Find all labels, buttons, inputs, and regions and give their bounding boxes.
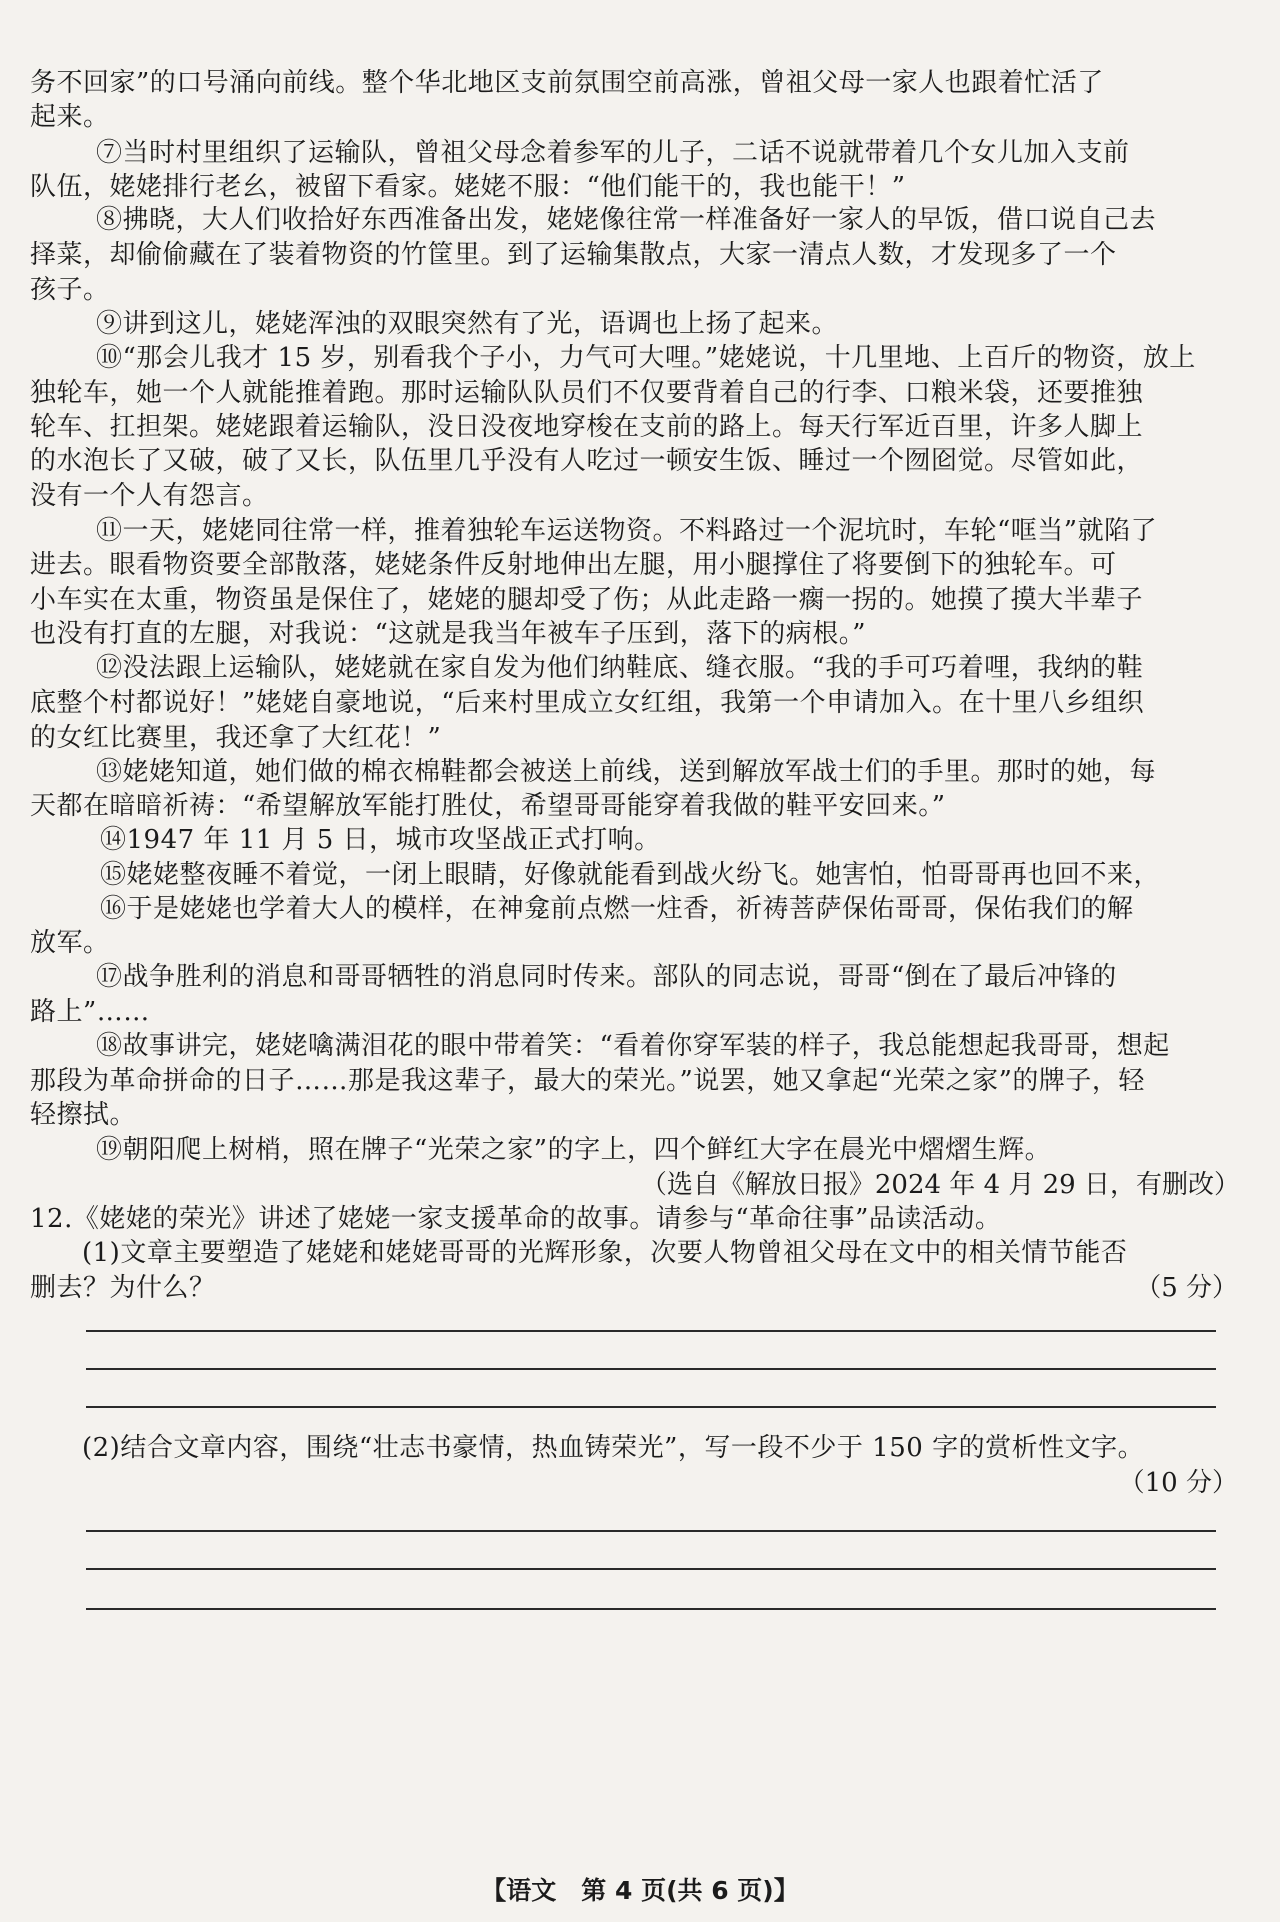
question-stem: 12.《姥姥的荣光》讲述了姥姥一家支援革命的故事。请参与“革命往事”品读活动。 xyxy=(30,1204,1002,1234)
article-line: ⑧拂晓，大人们收拾好东西准备出发，姥姥像往常一样准备好一家人的早饭，借口说自己去 xyxy=(96,205,1157,235)
answer-line-1-2[interactable] xyxy=(86,1368,1216,1370)
answer-line-2-3[interactable] xyxy=(86,1608,1216,1610)
question-1-text-cont: 删去？为什么？ xyxy=(30,1273,216,1303)
article-line: 的水泡长了又破，破了又长，队伍里几乎没有人吃过一顿安生饭、睡过一个囫囵觉。尽管如此， xyxy=(30,446,1144,476)
question-1-score: （5 分） xyxy=(1135,1273,1238,1303)
article-line: 底整个村都说好！”姥姥自豪地说，“后来村里成立女红组，我第一个申请加入。在十里八乡组织 xyxy=(30,688,1145,718)
article-line: ⑯于是姥姥也学着大人的模样，在神龛前点燃一炷香，祈祷菩萨保佑哥哥，保佑我们的解 xyxy=(100,894,1134,924)
article-line: 天都在暗暗祈祷：“希望解放军能打胜仗，希望哥哥能穿着我做的鞋平安回来。” xyxy=(30,791,946,821)
article-line: ⑮姥姥整夜睡不着觉，一闭上眼睛，好像就能看到战火纷飞。她害怕，怕哥哥再也回不来， xyxy=(100,860,1161,890)
answer-line-1-3[interactable] xyxy=(86,1406,1216,1408)
answer-line-2-2[interactable] xyxy=(86,1568,1216,1570)
article-line: 轻擦拭。 xyxy=(30,1100,137,1130)
article-line: ⑩“那会儿我才 15 岁，别看我个子小，力气可大哩。”姥姥说，十几里地、上百斤的物资，放上 xyxy=(96,343,1196,373)
article-line: 轮车、扛担架。姥姥跟着运输队，没日没夜地穿梭在支前的路上。每天行军近百里，许多人脚上 xyxy=(30,412,1144,442)
article-line: 队伍，姥姥排行老幺，被留下看家。姥姥不服：“他们能干的，我也能干！” xyxy=(30,172,906,202)
article-line: 没有一个人有怨言。 xyxy=(30,481,269,511)
article-line: 也没有打直的左腿，对我说：“这就是我当年被车子压到，落下的病根。” xyxy=(30,619,867,649)
article-line: 独轮车，她一个人就能推着跑。那时运输队队员们不仅要背着自己的行李、口粮米袋，还要推独 xyxy=(30,378,1144,408)
article-line: 进去。眼看物资要全部散落，姥姥条件反射地伸出左腿，用小腿撑住了将要倒下的独轮车。可 xyxy=(30,550,1117,580)
article-line: 孩子。 xyxy=(30,275,110,305)
article-line: ⑪一天，姥姥同往常一样，推着独轮车运送物资。不料路过一个泥坑时，车轮“哐当”就陷了 xyxy=(96,516,1158,546)
article-line: ⑰战争胜利的消息和哥哥牺牲的消息同时传来。部队的同志说，哥哥“倒在了最后冲锋的 xyxy=(96,962,1117,992)
article-line: 那段为革命拼命的日子……那是我这辈子，最大的荣光。”说罢，她又拿起“光荣之家”的牌子，轻 xyxy=(30,1066,1145,1096)
article-line: 择菜，却偷偷藏在了装着物资的竹筐里。到了运输集散点，大家一清点人数，才发现多了一个 xyxy=(30,240,1117,270)
article-line: 小车实在太重，物资虽是保住了，姥姥的腿却受了伤；从此走路一瘸一拐的。她摸了摸大半辈子 xyxy=(30,585,1144,615)
article-line: 路上”…… xyxy=(30,997,150,1027)
article-line: 起来。 xyxy=(30,102,110,132)
answer-line-2-1[interactable] xyxy=(86,1530,1216,1532)
answer-line-1-1[interactable] xyxy=(86,1330,1216,1332)
question-2-score: （10 分） xyxy=(1118,1468,1238,1498)
question-1-text: (1)文章主要塑造了姥姥和姥姥哥哥的光辉形象，次要人物曾祖父母在文中的相关情节能否 xyxy=(82,1238,1128,1268)
article-line: ⑲朝阳爬上树梢，照在牌子“光荣之家”的字上，四个鲜红大字在晨光中熠熠生辉。 xyxy=(96,1135,1052,1165)
article-line: ⑱故事讲完，姥姥噙满泪花的眼中带着笑：“看着你穿军装的样子，我总能想起我哥哥，想起 xyxy=(96,1031,1170,1061)
article-line: 放军。 xyxy=(30,928,110,958)
article-source: （选自《解放日报》2024 年 4 月 29 日，有删改） xyxy=(640,1170,1240,1200)
article-line: ⑨讲到这儿，姥姥浑浊的双眼突然有了光，语调也上扬了起来。 xyxy=(96,309,839,339)
article-line: ⑬姥姥知道，她们做的棉衣棉鞋都会被送上前线，送到解放军战士们的手里。那时的她，每 xyxy=(96,757,1157,787)
page-footer: 【语文 第 4 页(共 6 页)】 xyxy=(481,1876,799,1905)
article-line: ⑫没法跟上运输队，姥姥就在家自发为他们纳鞋底、缝衣服。“我的手可巧着哩，我纳的鞋 xyxy=(96,653,1144,683)
question-2-text: (2)结合文章内容，围绕“壮志书豪情，热血铸荣光”，写一段不少于 150 字的赏析性文字。 xyxy=(82,1433,1145,1463)
article-line: 的女红比赛里，我还拿了大红花！” xyxy=(30,723,442,753)
article-line: ⑭1947 年 11 月 5 日，城市攻坚战正式打响。 xyxy=(100,825,661,855)
article-line: ⑦当时村里组织了运输队，曾祖父母念着参军的儿子，二话不说就带着几个女儿加入支前 xyxy=(96,138,1130,168)
article-line: 务不回家”的口号涌向前线。整个华北地区支前氛围空前高涨，曾祖父母一家人也跟着忙活了 xyxy=(30,68,1104,98)
